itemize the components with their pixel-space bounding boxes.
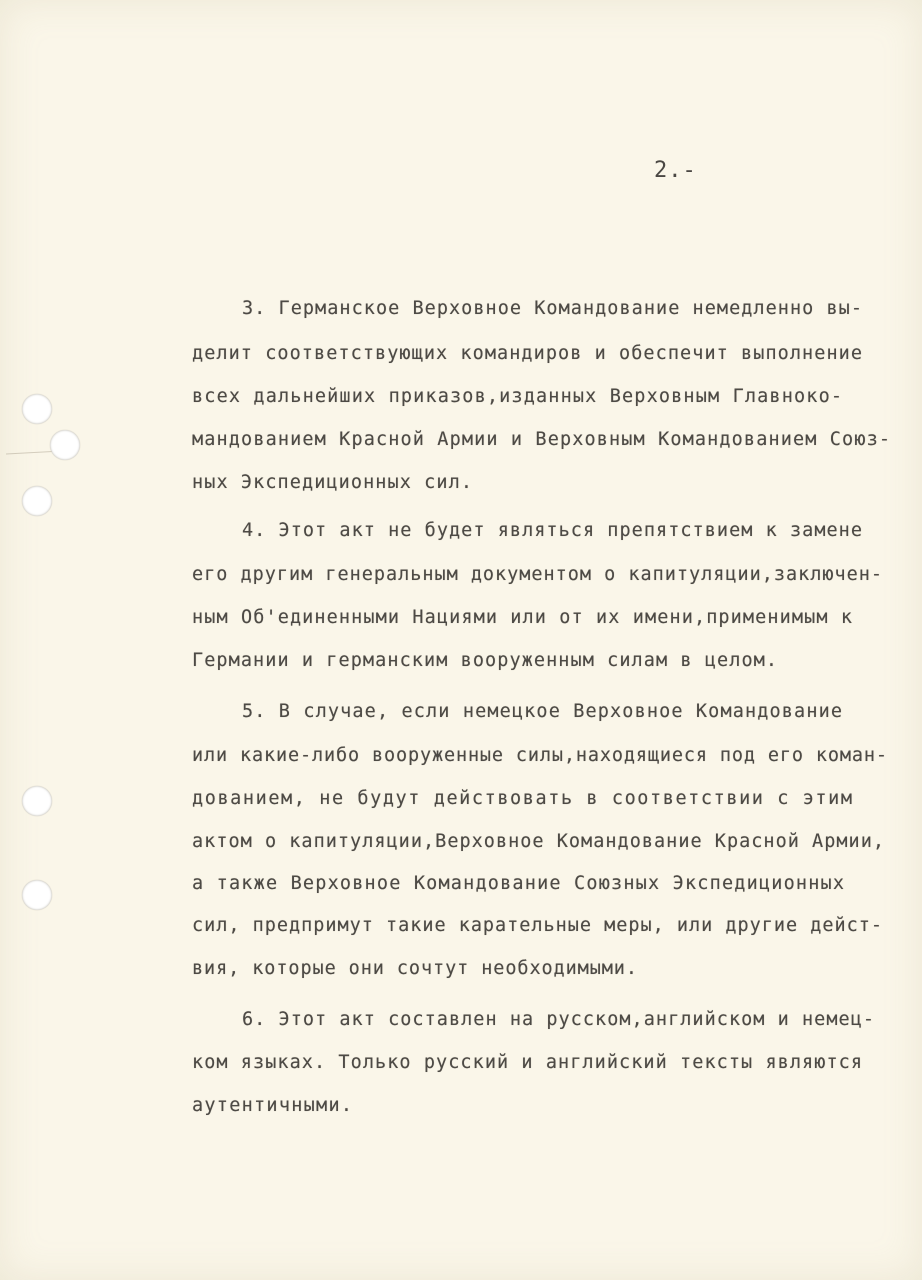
text-line: ным Об'единенными Нациями или от их имени,применимым к <box>192 607 854 628</box>
text-line: аутентичными. <box>192 1095 354 1116</box>
text-line: Германии и германским вооруженным силам в целом. <box>192 650 779 671</box>
text-line: всех дальнейших приказов,изданных Верховным Главноко- <box>192 386 844 407</box>
text-line: мандованием Красной Армии и Верховным Командованием Союз- <box>192 429 892 450</box>
text-line: 5. В случае, если немецкое Верховное Командование <box>242 701 844 722</box>
text-line: 6. Этот акт составлен на русском,английском и немец- <box>242 1009 876 1030</box>
text-line: его другим генеральным документом о капитуляции,заключен- <box>192 564 883 585</box>
punch-hole <box>22 786 52 816</box>
text-line: вия, которые они сочтут необходимыми. <box>192 958 638 979</box>
text-line: или какие-либо вооруженные силы,находящиеся под его коман- <box>192 745 888 766</box>
text-line: 4. Этот акт не будет являться препятствием к замене <box>242 520 864 541</box>
text-line: сил, предпримут такие карательные меры, или другие дейст- <box>192 915 883 936</box>
text-line: дованием, не будут действовать в соответствии с этим <box>192 788 854 809</box>
punch-hole <box>22 880 52 910</box>
text-line: а также Верховное Командование Союзных Экспедиционных <box>192 873 846 894</box>
punch-hole <box>22 486 52 516</box>
text-line: делит соответствующих командиров и обеспечит выполнение <box>192 343 864 364</box>
punch-hole <box>50 430 80 460</box>
page-number: 2.- <box>654 158 697 183</box>
text-line: ных Экспедиционных сил. <box>192 472 474 493</box>
text-line: 3. Германское Верховное Командование немедленно вы- <box>242 298 864 319</box>
text-line: ком языках. Только русский и английский тексты являются <box>192 1052 864 1073</box>
text-line: актом о капитуляции,Верховное Командование Красной Армии, <box>192 831 886 852</box>
punch-hole <box>22 394 52 424</box>
